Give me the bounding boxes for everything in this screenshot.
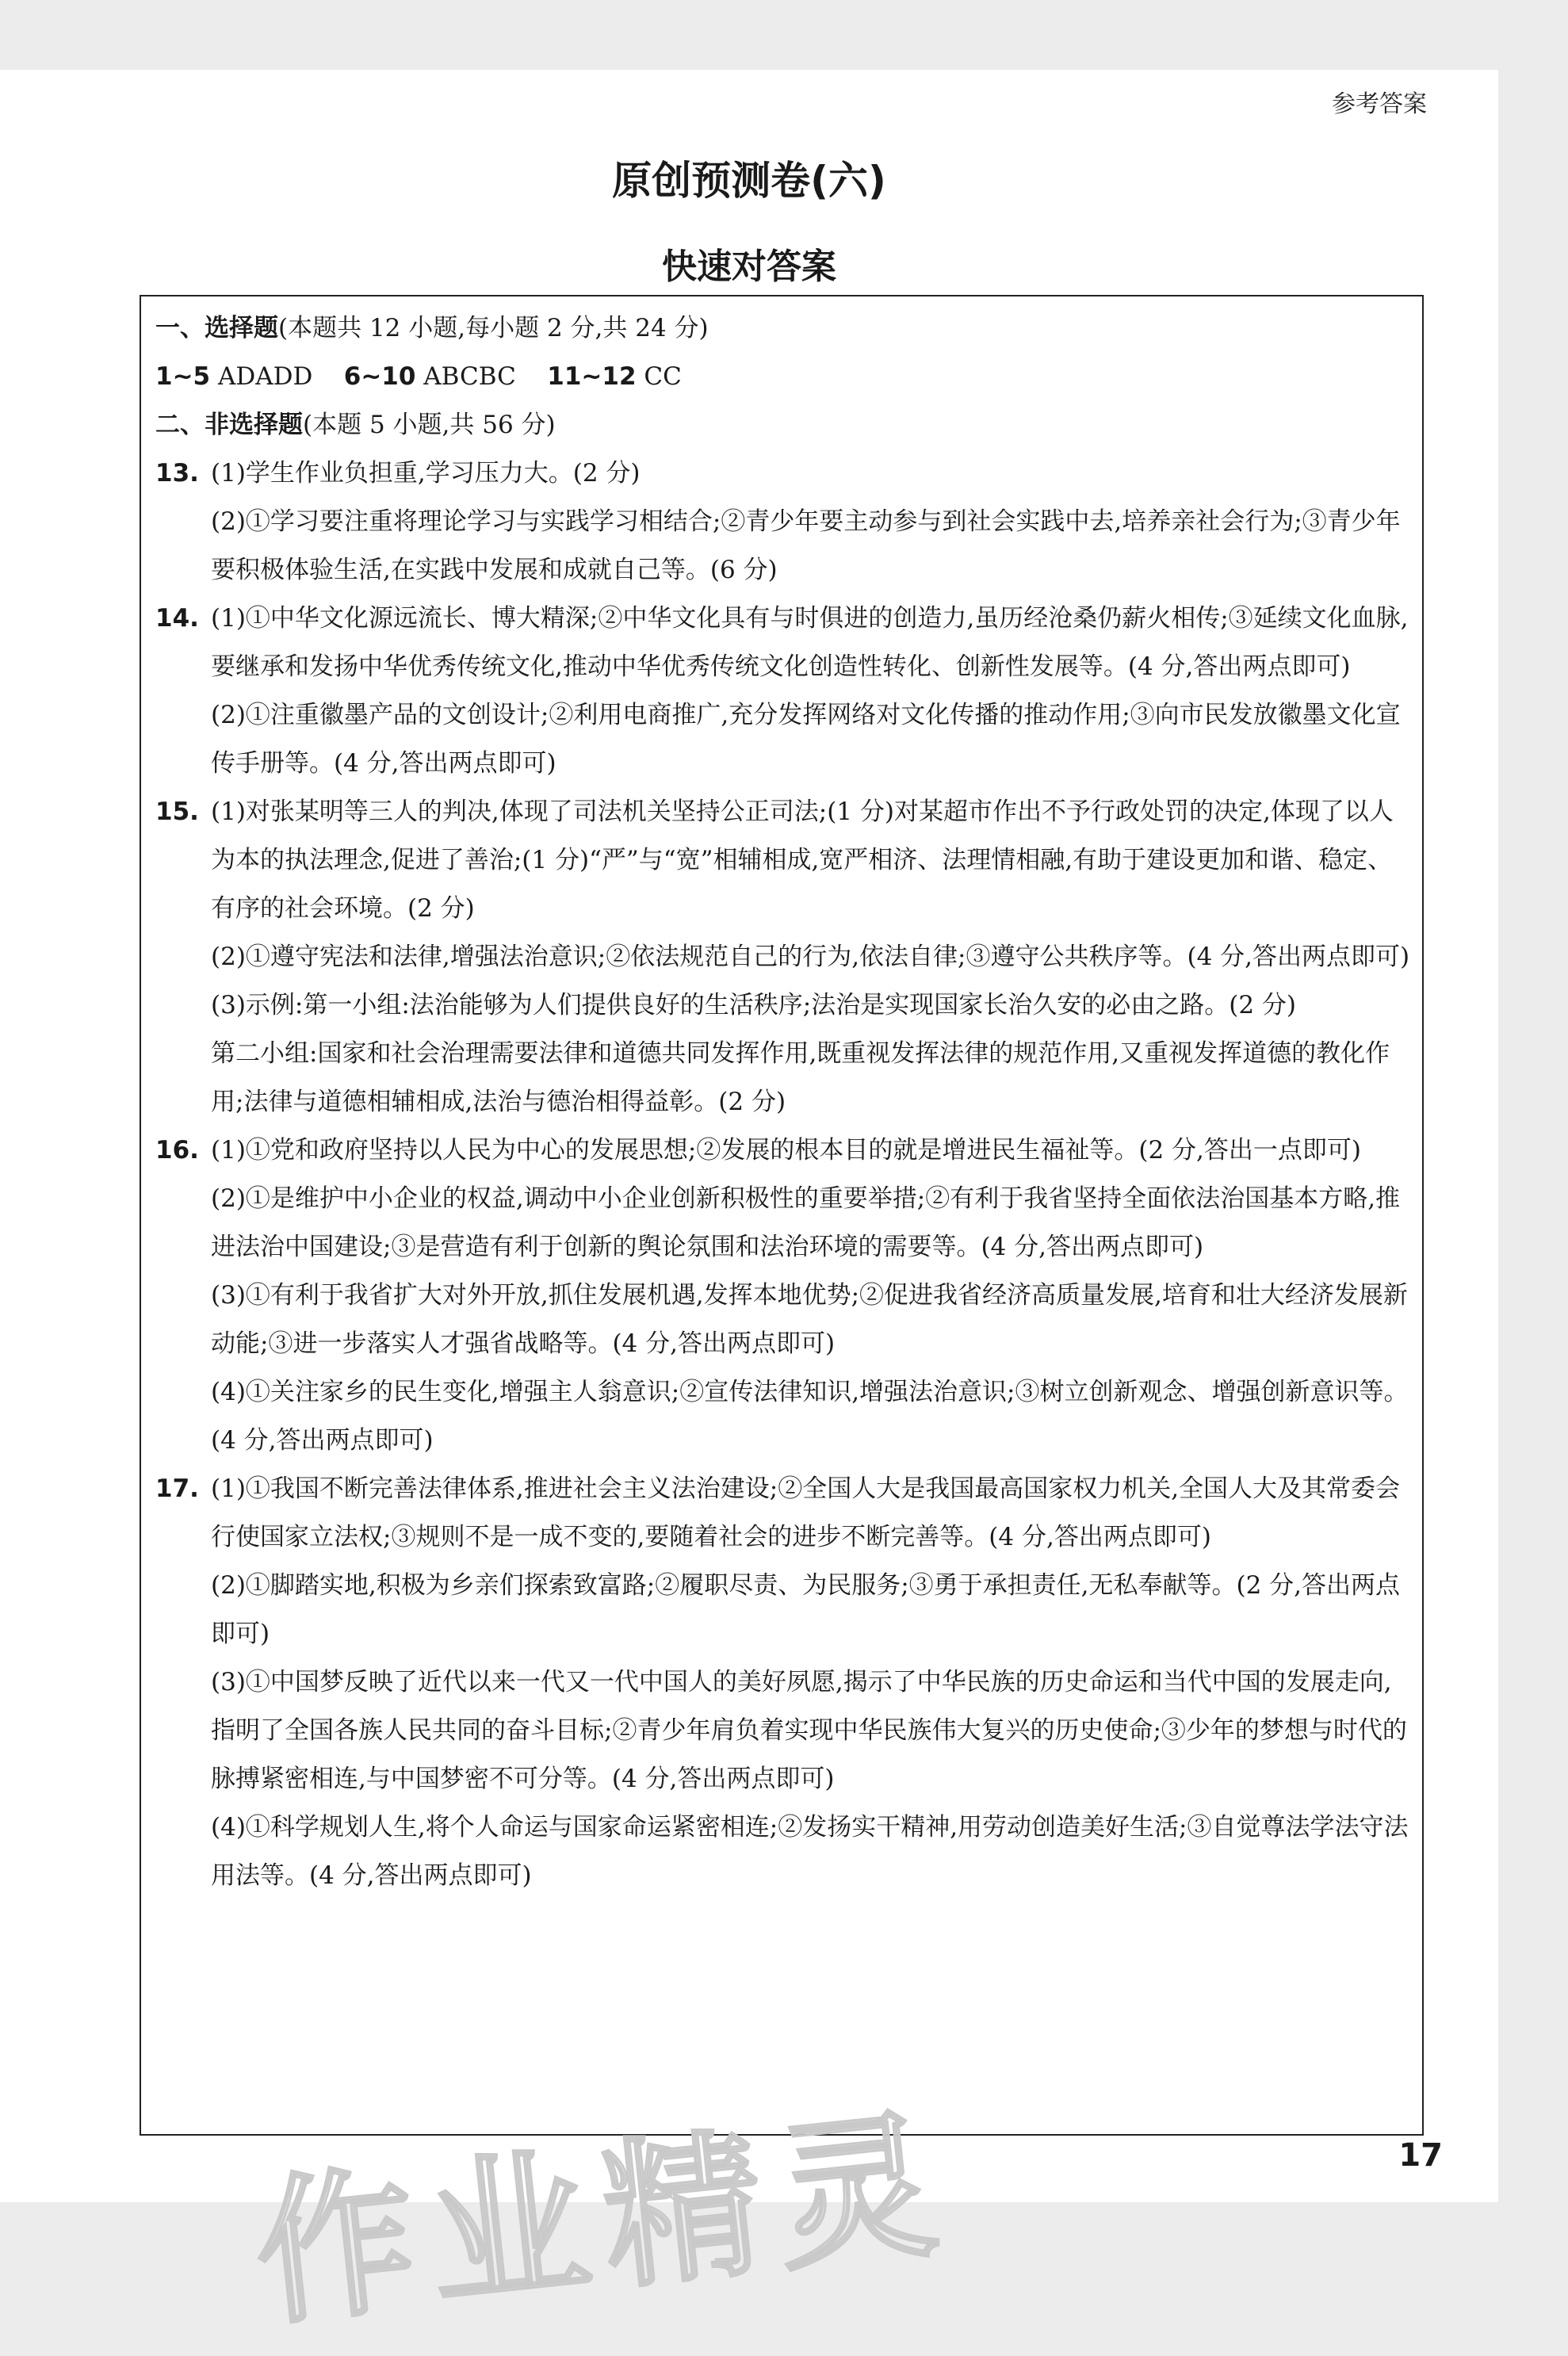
answer-part: (2)①遵守宪法和法律,增强法治意识;②依法规范自己的行为,依法自律;③遵守公共秩序等。(4 分,答出两点即可) bbox=[211, 943, 1410, 971]
choice-value: ADADD bbox=[217, 362, 313, 391]
watermark: 作业精灵 bbox=[247, 2091, 961, 2349]
question-number: 14. bbox=[155, 604, 199, 633]
answer-box bbox=[140, 295, 1424, 2136]
question-13 bbox=[155, 449, 1411, 595]
answer-part: (3)示例:第一小组:法治能够为人们提供良好的生活秩序;法治是实现国家长治久安的必由之路。(2 分) bbox=[211, 991, 1297, 1019]
question-16 bbox=[155, 1126, 1411, 1465]
page-title: 原创预测卷(六) bbox=[612, 158, 886, 204]
section2-heading-rest: (本题 5 小题,共 56 分) bbox=[303, 411, 556, 439]
choice-range: 1~5 bbox=[155, 362, 211, 391]
answer-part: (2)①脚踏实地,积极为乡亲们探索致富路;②履职尽责、为民服务;③勇于承担责任,无私奉献等。(2 分,答出两点即可) bbox=[211, 1571, 1401, 1648]
answer-part: (1)①党和政府坚持以人民为中心的发展思想;②发展的根本目的就是增进民生福祉等。(2 分,答出一点即可) bbox=[211, 1136, 1361, 1165]
section1-heading-bold: 一、选择题 bbox=[155, 314, 278, 342]
choice-range: 11~12 bbox=[547, 362, 637, 391]
answer-part: (3)①中国梦反映了近代以来一代又一代中国人的美好夙愿,揭示了中华民族的历史命运和当代中国的发展走向,指明了全国各族人民共同的奋斗目标;②青少年肩负着实现中华民族伟大复兴的历史使命;③少年的梦想与时代的脉搏紧密相连,与中国梦密不可分等。(4 分,答出两点即可) bbox=[211, 1668, 1407, 1793]
choice-value: CC bbox=[644, 362, 682, 391]
answer-part: (4)①关注家乡的民生变化,增强主人翁意识;②宣传法律知识,增强法治意识;③树立创新观念、增强创新意识等。(4 分,答出两点即可) bbox=[211, 1378, 1409, 1455]
answer-part: (1)①中华文化源远流长、博大精深;②中华文化具有与时俱进的创造力,虽历经沧桑仍薪火相传;③延续文化血脉,要继承和发扬中华优秀传统文化,推动中华优秀传统文化创造性转化、创新性发展等。(4 分,答出两点即可) bbox=[211, 604, 1409, 681]
answer-part: (1)①我国不断完善法律体系,推进社会主义法治建设;②全国人大是我国最高国家权力机关,全国人大及其常委会行使国家立法权;③规则不是一成不变的,要随着社会的进步不断完善等。(4 分,答出两点即可) bbox=[211, 1474, 1401, 1551]
answer-part: (1)对张某明等三人的判决,体现了司法机关坚持公正司法;(1 分)对某超市作出不予行政处罚的决定,体现了以人为本的执法理念,促进了善治;(1 分)“严”与“宽”相辅相成,宽严相济、法理情相融,有助于建设更加和谐、稳定、有序的社会环境。(2 分) bbox=[211, 797, 1394, 923]
answer-part: (3)①有利于我省扩大对外开放,抓住发展机遇,发挥本地优势;②促进我省经济高质量发展,培育和壮大经济发展新动能;③进一步落实人才强省战略等。(4 分,答出两点即可) bbox=[211, 1281, 1408, 1358]
answer-part: (2)①学习要注重将理论学习与实践学习相结合;②青少年要主动参与到社会实践中去,培养亲社会行为;③青少年要积极体验生活,在实践中发展和成就自己等。(6 分) bbox=[211, 507, 1401, 584]
question-15 bbox=[155, 788, 1411, 1126]
answer-part: (2)①注重徽墨产品的文创设计;②利用电商推广,充分发挥网络对文化传播的推动作用;③向市民发放徽墨文化宣传手册等。(4 分,答出两点即可) bbox=[211, 701, 1401, 778]
question-14 bbox=[155, 595, 1411, 788]
question-number: 15. bbox=[155, 797, 199, 826]
answer-page bbox=[0, 70, 1498, 2202]
section2-heading-bold: 二、非选择题 bbox=[155, 411, 303, 439]
answer-part: (1)学生作业负担重,学习压力大。(2 分) bbox=[211, 459, 641, 488]
section1-heading-rest: (本题共 12 小题,每小题 2 分,共 24 分) bbox=[278, 314, 709, 342]
page-number: 17 bbox=[1398, 2137, 1443, 2174]
answer-part: (2)①是维护中小企业的权益,调动中小企业创新积极性的重要举措;②有利于我省坚持全面依法治国基本方略,推进法治中国建设;③是营造有利于创新的舆论氛围和法治环境的需要等。(4 分,答出两点即可) bbox=[211, 1184, 1401, 1261]
question-number: 17. bbox=[155, 1474, 199, 1503]
choice-value: ABCBC bbox=[423, 362, 516, 391]
section1-heading bbox=[155, 304, 1411, 353]
header-label: 参考答案 bbox=[1332, 90, 1427, 118]
page-subtitle: 快速对答案 bbox=[662, 247, 836, 287]
question-number: 16. bbox=[155, 1136, 199, 1165]
choice-answers bbox=[155, 353, 1411, 401]
answer-part: 第二小组:国家和社会治理需要法律和道德共同发挥作用,既重视发挥法律的规范作用,又重视发挥道德的教化作用;法律与道德相辅相成,法治与德治相得益彰。(2 分) bbox=[211, 1039, 1390, 1116]
question-number: 13. bbox=[155, 459, 199, 488]
choice-range: 6~10 bbox=[343, 362, 416, 391]
question-17 bbox=[155, 1465, 1411, 1900]
answer-part: (4)①科学规划人生,将个人命运与国家命运紧密相连;②发扬实干精神,用劳动创造美好生活;③自觉尊法学法守法用法等。(4 分,答出两点即可) bbox=[211, 1813, 1409, 1890]
section2-heading bbox=[155, 401, 1411, 449]
